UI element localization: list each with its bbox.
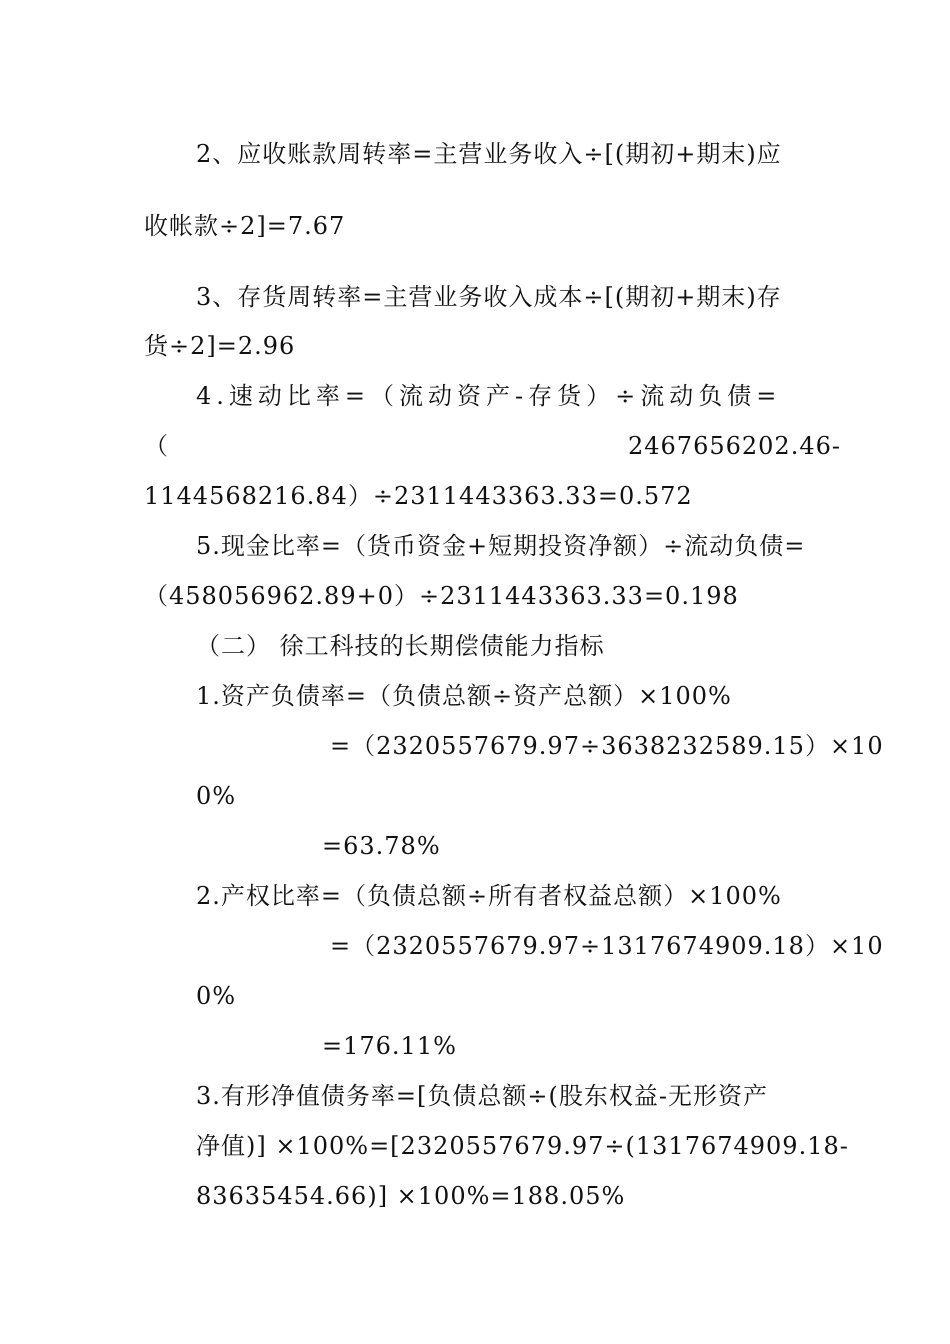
text-line-quick-ratio-paren: （: [144, 432, 169, 460]
section-heading-long-term-solvency: （二） 徐工科技的长期偿债能力指标: [196, 632, 605, 660]
text-line-quick-ratio: 4.速动比率=（流动资产-存货）÷流动负债=: [196, 382, 782, 410]
text-line-equity-ratio-formula-cont: 0%: [196, 982, 237, 1010]
text-line-equity-ratio-result: =176.11%: [322, 1032, 457, 1060]
text-line-inventory-turnover: 3、存货周转率=主营业务收入成本÷[(期初+期末)存: [196, 283, 782, 311]
text-line-cash-ratio: 5.现金比率=（货币资金+短期投资净额）÷流动负债=: [196, 532, 806, 560]
text-line-tangible-net-worth-formula: 净值)] ×100%=[2320557679.97÷(1317674909.18-: [196, 1132, 849, 1160]
text-line-receivable-turnover: 2、应收账款周转率=主营业务收入÷[(期初+期末)应: [196, 140, 782, 168]
text-line-debt-asset-formula: =（2320557679.97÷3638232589.15）×10: [330, 732, 884, 760]
text-line-quick-ratio-formula: 1144568216.84）÷2311443363.33=0.572: [144, 482, 693, 510]
text-line-debt-asset-formula-cont: 0%: [196, 782, 237, 810]
text-line-inventory-turnover-cont: 货÷2]=2.96: [144, 332, 296, 360]
text-line-equity-ratio-formula: =（2320557679.97÷1317674909.18）×10: [330, 932, 884, 960]
text-line-tangible-net-worth-result: 83635454.66)] ×100%=188.05%: [196, 1182, 626, 1210]
text-line-receivable-turnover-cont: 收帐款÷2]=7.67: [144, 212, 346, 240]
text-line-equity-ratio: 2.产权比率=（负债总额÷所有者权益总额）×100%: [196, 882, 782, 910]
text-line-quick-ratio-value: 2467656202.46-: [628, 432, 841, 460]
text-line-debt-asset-result: =63.78%: [322, 832, 441, 860]
text-line-cash-ratio-formula: （458056962.89+0）÷2311443363.33=0.198: [144, 582, 739, 610]
text-line-debt-asset-ratio: 1.资产负债率=（负债总额÷资产总额）×100%: [196, 682, 732, 710]
text-line-tangible-net-worth-ratio: 3.有形净值债务率=[负债总额÷(股东权益-无形资产: [196, 1082, 768, 1110]
